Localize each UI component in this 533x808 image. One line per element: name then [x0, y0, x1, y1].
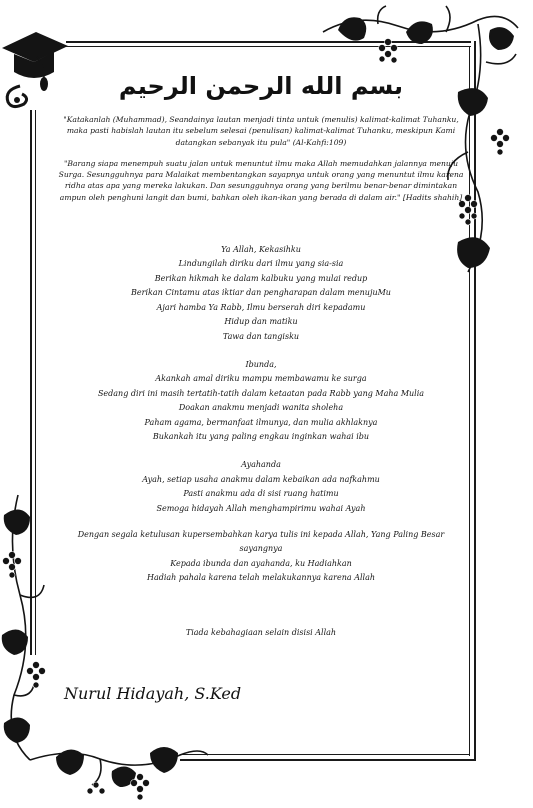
stanza-line: Ayahanda — [241, 460, 281, 470]
stanza-ayahanda — [52, 458, 470, 516]
stanza-line: Dengan segala ketulusan kupersembahkan karya tulis ini kepada Allah, Yang Paling Besar sayangnya — [77, 529, 445, 554]
stanza-dedication — [52, 528, 470, 586]
stanza-line: Kepada ibunda dan ayahanda, ku Hadiahkan — [170, 558, 352, 568]
hadith-quote: "Barang siapa menempuh suatu jalan untuk menuntut ilmu maka Allah memudahkan jalannya menuju Surga. Sesungguhnya para Malaikat membentangkan sayapnya untuk orang yang menuntut ilmu karena ridha atas apa yang mereka lakukan. Dan sesungguhnya orang yang berilmu benar-benar dimintakan ampun oleh penghuni langit dan bumi, bahkan oleh ikan-ikan yang berada di dalam air." [Hadits shahih] — [58, 158, 464, 202]
stanza-line: Ya Allah, Kekasihku — [221, 245, 301, 255]
stanza-line: Hidup dan matiku — [224, 317, 298, 327]
stanza-ya-allah — [52, 243, 470, 344]
basmala-calligraphy: بسم الله الرحمن الرحيم — [118, 72, 404, 100]
stanza-line: Hadiah pahala karena telah melakukannya karena Allah — [146, 573, 376, 583]
dedication-content — [52, 64, 470, 645]
closing-line: Tiada kebahagiaan selain disisi Allah — [185, 627, 337, 637]
stanza-line: Bukankah itu yang paling engkau inginkan wahai ibu — [152, 431, 370, 441]
stanza-line: Ayah, setiap usaha anakmu dalam kebaikan ada nafkahmu — [142, 474, 380, 484]
frame-bottom-inner — [180, 754, 470, 755]
frame-bottom-outer — [180, 759, 476, 761]
stanza-line: Ibunda, — [245, 359, 277, 369]
stanza-line: Berikan Cintamu atas iktiar dan pengharapan dalam menujuMu — [131, 288, 391, 298]
stanza-line: Tawa dan tangisku — [222, 331, 300, 341]
stanza-line: Sedang diri ini masih tertatih-tatih dalam ketaatan pada Rabb yang Maha Mulia — [97, 388, 425, 398]
stanza-line: Doakan anakmu menjadi wanita sholeha — [178, 403, 344, 413]
author-signature: Nurul Hidayah, S.Ked — [64, 684, 242, 703]
stanza-line: Paham agama, bermanfaat ilmunya, dan mulia akhlaknya — [144, 417, 378, 427]
stanza-line: Akankah amal diriku mampu membawamu ke surga — [155, 374, 367, 384]
quran-quote: "Katakanlah (Muhammad), Seandainya lautan menjadi tinta untuk (menulis) kalimat-kalimat Tuhanku, maka pasti habislah lautan itu sebelum selesai (penulisan) kalimat-kalimat Tuhanku, meskipun Kami datangkan sebanyak itu pula" (Al-Kahfi:109) — [63, 115, 459, 147]
stanza-line: Ajari hamba Ya Rabb, Ilmu berserah diri kepadamu — [156, 302, 366, 312]
stanza-line: Pasti anakmu ada di sisi ruang hatimu — [183, 489, 339, 499]
stanza-ibunda — [52, 358, 470, 444]
stanza-line: Lindungilah diriku dari ilmu yang sia-sia — [178, 259, 344, 269]
stanza-line: Berikan hikmah ke dalam kalbuku yang mulai redup — [154, 273, 368, 283]
stanza-line: Semoga hidayah Allah menghampirimu wahai Ayah — [156, 503, 366, 513]
